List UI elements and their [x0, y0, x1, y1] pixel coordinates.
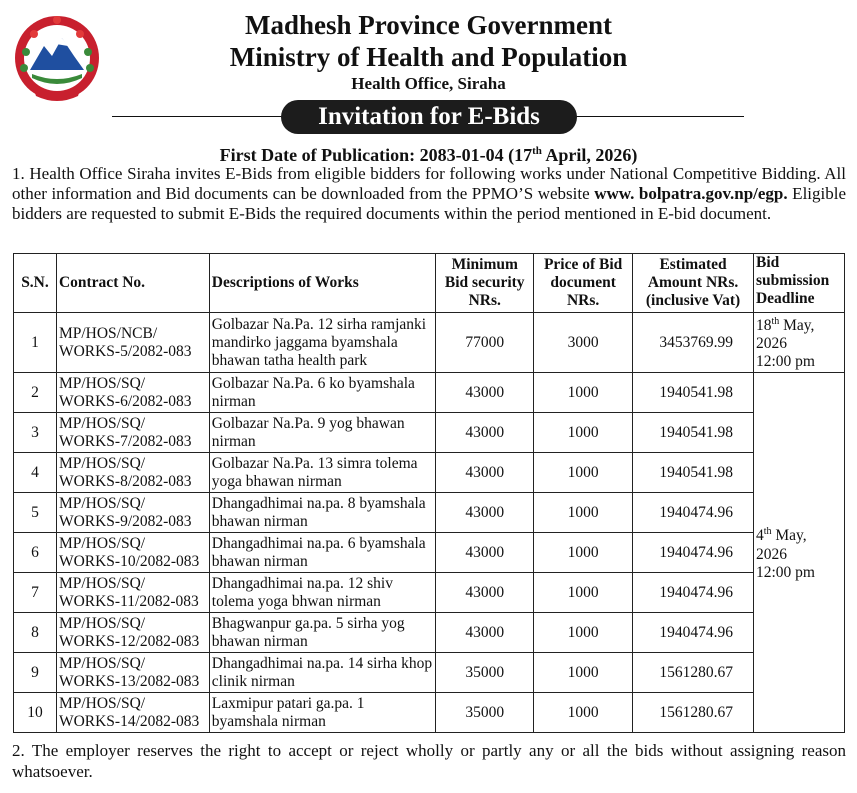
- deadline-1: 18th May, 2026 12:00 pm: [753, 313, 844, 373]
- col-estimate: Estimated Amount NRs. (inclusive Vat): [633, 254, 754, 313]
- notice-banner: Invitation for E-Bids: [281, 100, 577, 134]
- col-doc-price: Price of Bid document NRs.: [534, 254, 633, 313]
- reservation-paragraph: 2. The employer reserves the right to accept or reject wholly or partly any or all the bids without assigning reason whatsoever.: [12, 741, 846, 781]
- col-bid-security: Minimum Bid security NRs.: [436, 254, 534, 313]
- office-title: Health Office, Siraha: [351, 74, 506, 93]
- col-sn: S.N.: [14, 254, 57, 313]
- col-contract: Contract No.: [56, 254, 209, 313]
- table-header-row: [14, 254, 845, 313]
- table-row: 8 MP/HOS/SQ/ WORKS-12/2082-083 Bhagwanpur ga.pa. 5 sirha yog bhawan nirman 43000 1000 1940474.96: [14, 613, 845, 653]
- deadline-2: 4th May, 2026 12:00 pm: [753, 373, 844, 733]
- table-row: 6 MP/HOS/SQ/ WORKS-10/2082-083 Dhangadhimai na.pa. 6 byamshala bhawan nirman 43000 1000 1940474.96: [14, 533, 845, 573]
- table-row: 4 MP/HOS/SQ/ WORKS-8/2082-083 Golbazar Na.Pa. 13 simra tolema yoga bhawan nirman 43000 1000 1940541.98: [14, 453, 845, 493]
- col-description: Descriptions of Works: [209, 254, 436, 313]
- table-row: 2 MP/HOS/SQ/ WORKS-6/2082-083 Golbazar Na.Pa. 6 ko byamshala nirman 43000 1000 1940541.98 4th May, 2026 12:00 pm: [14, 373, 845, 413]
- table-row: 1 MP/HOS/NCB/ WORKS-5/2082-083 Golbazar Na.Pa. 12 sirha ramjanki mandirko jaggama byamshala bhawan tatha health park 77000 3000 3453769.99 18th May, 2026 12:00 pm: [14, 313, 845, 373]
- intro-paragraph: 1. Health Office Siraha invites E-Bids from eligible bidders for following works under National Competitive Bidding. All other information and Bid documents can be downloaded from the PPMO’S website www. bolpatra.gov.np/egp. Eligible bidders are requested to submit E-Bids the required documents within the period mentioned in E-bid document.: [12, 164, 847, 223]
- ppmo-website-link[interactable]: www. bolpatra.gov.np/egp.: [594, 184, 788, 203]
- table-row: 9 MP/HOS/SQ/ WORKS-13/2082-083 Dhangadhimai na.pa. 14 sirha khop clinik nirman 35000 1000 1561280.67: [14, 653, 845, 693]
- government-title: Madhesh Province Government: [245, 10, 612, 40]
- table-row: 10 MP/HOS/SQ/ WORKS-14/2082-083 Laxmipur patari ga.pa. 1 byamshala nirman 35000 1000 1561280.67: [14, 693, 845, 733]
- bids-table: [13, 253, 845, 733]
- table-row: 3 MP/HOS/SQ/ WORKS-7/2082-083 Golbazar Na.Pa. 9 yog bhawan nirman 43000 1000 1940541.98: [14, 413, 845, 453]
- col-deadline: Bid submission Deadline: [753, 254, 844, 313]
- table-row: 7 MP/HOS/SQ/ WORKS-11/2082-083 Dhangadhimai na.pa. 12 shiv tolema yoga bhwan nirman 43000 1000 1940474.96: [14, 573, 845, 613]
- table-row: 5 MP/HOS/SQ/ WORKS-9/2082-083 Dhangadhimai na.pa. 8 byamshala bhawan nirman 43000 1000 1940474.96: [14, 493, 845, 533]
- publication-date: First Date of Publication: 2083-01-04 (17th April, 2026): [219, 145, 638, 165]
- ministry-title: Ministry of Health and Population: [229, 42, 628, 72]
